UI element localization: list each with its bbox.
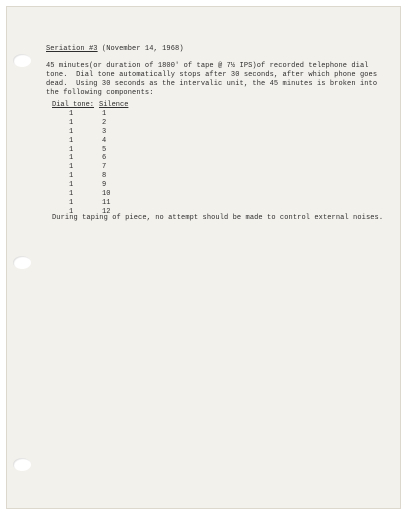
punch-hole-bottom (13, 458, 31, 471)
table-row (52, 137, 128, 146)
dial-tone-cell: 1 (69, 163, 74, 172)
dial-tone-cell: 1 (69, 136, 74, 145)
components-table (52, 101, 128, 217)
silence-cell: 8 (102, 172, 107, 181)
silence-cell: 5 (102, 145, 107, 154)
paragraph-line-4: the following components: (46, 89, 154, 97)
table-row (52, 172, 128, 181)
paragraph-line-3: dead. Using 30 seconds as the intervalic unit, the 45 minutes is broken into (46, 80, 378, 88)
closing-note: During taping of piece, no attempt should be made to control external noises. (52, 214, 384, 222)
silence-cell: 2 (102, 118, 107, 127)
silence-cell: 11 (102, 198, 111, 207)
silence-cell: 9 (102, 181, 107, 190)
silence-cell: 6 (102, 154, 107, 163)
dial-tone-cell: 1 (69, 207, 74, 216)
punch-hole-middle (13, 256, 31, 269)
table-row (52, 181, 128, 190)
dial-tone-cell: 1 (69, 109, 74, 118)
dial-tone-cell: 1 (69, 145, 74, 154)
punch-hole-top (13, 54, 31, 67)
header-dial-tone: Dial tone: (52, 101, 95, 109)
title-date: (November 14, 1968) (97, 45, 184, 53)
title-underlined: Seriation #3 (46, 45, 98, 53)
silence-cell: 3 (102, 127, 107, 136)
table-row (52, 146, 128, 155)
dial-tone-cell: 1 (69, 198, 74, 207)
table-row (52, 199, 128, 208)
table-row (52, 110, 128, 119)
paragraph-line-1: 45 minutes(or duration of 1800' of tape @ 7½ IPS)of recorded telephone dial (46, 62, 369, 70)
table-header (52, 101, 128, 110)
silence-cell: 4 (102, 136, 107, 145)
silence-cell: 7 (102, 163, 107, 172)
silence-cell: 1 (102, 109, 107, 118)
table-row (52, 128, 128, 137)
paragraph-line-2: tone. Dial tone automatically stops after 30 seconds, after which phone goes (46, 71, 378, 79)
header-silence: Silence (99, 101, 129, 109)
silence-cell: 12 (102, 207, 111, 216)
dial-tone-cell: 1 (69, 190, 74, 199)
dial-tone-cell: 1 (69, 172, 74, 181)
document-title (46, 45, 184, 54)
dial-tone-cell: 1 (69, 118, 74, 127)
table-row (52, 119, 128, 128)
dial-tone-cell: 1 (69, 154, 74, 163)
table-row (52, 163, 128, 172)
table-row (52, 154, 128, 163)
dial-tone-cell: 1 (69, 181, 74, 190)
dial-tone-cell: 1 (69, 127, 74, 136)
silence-cell: 10 (102, 190, 111, 199)
table-row (52, 190, 128, 199)
